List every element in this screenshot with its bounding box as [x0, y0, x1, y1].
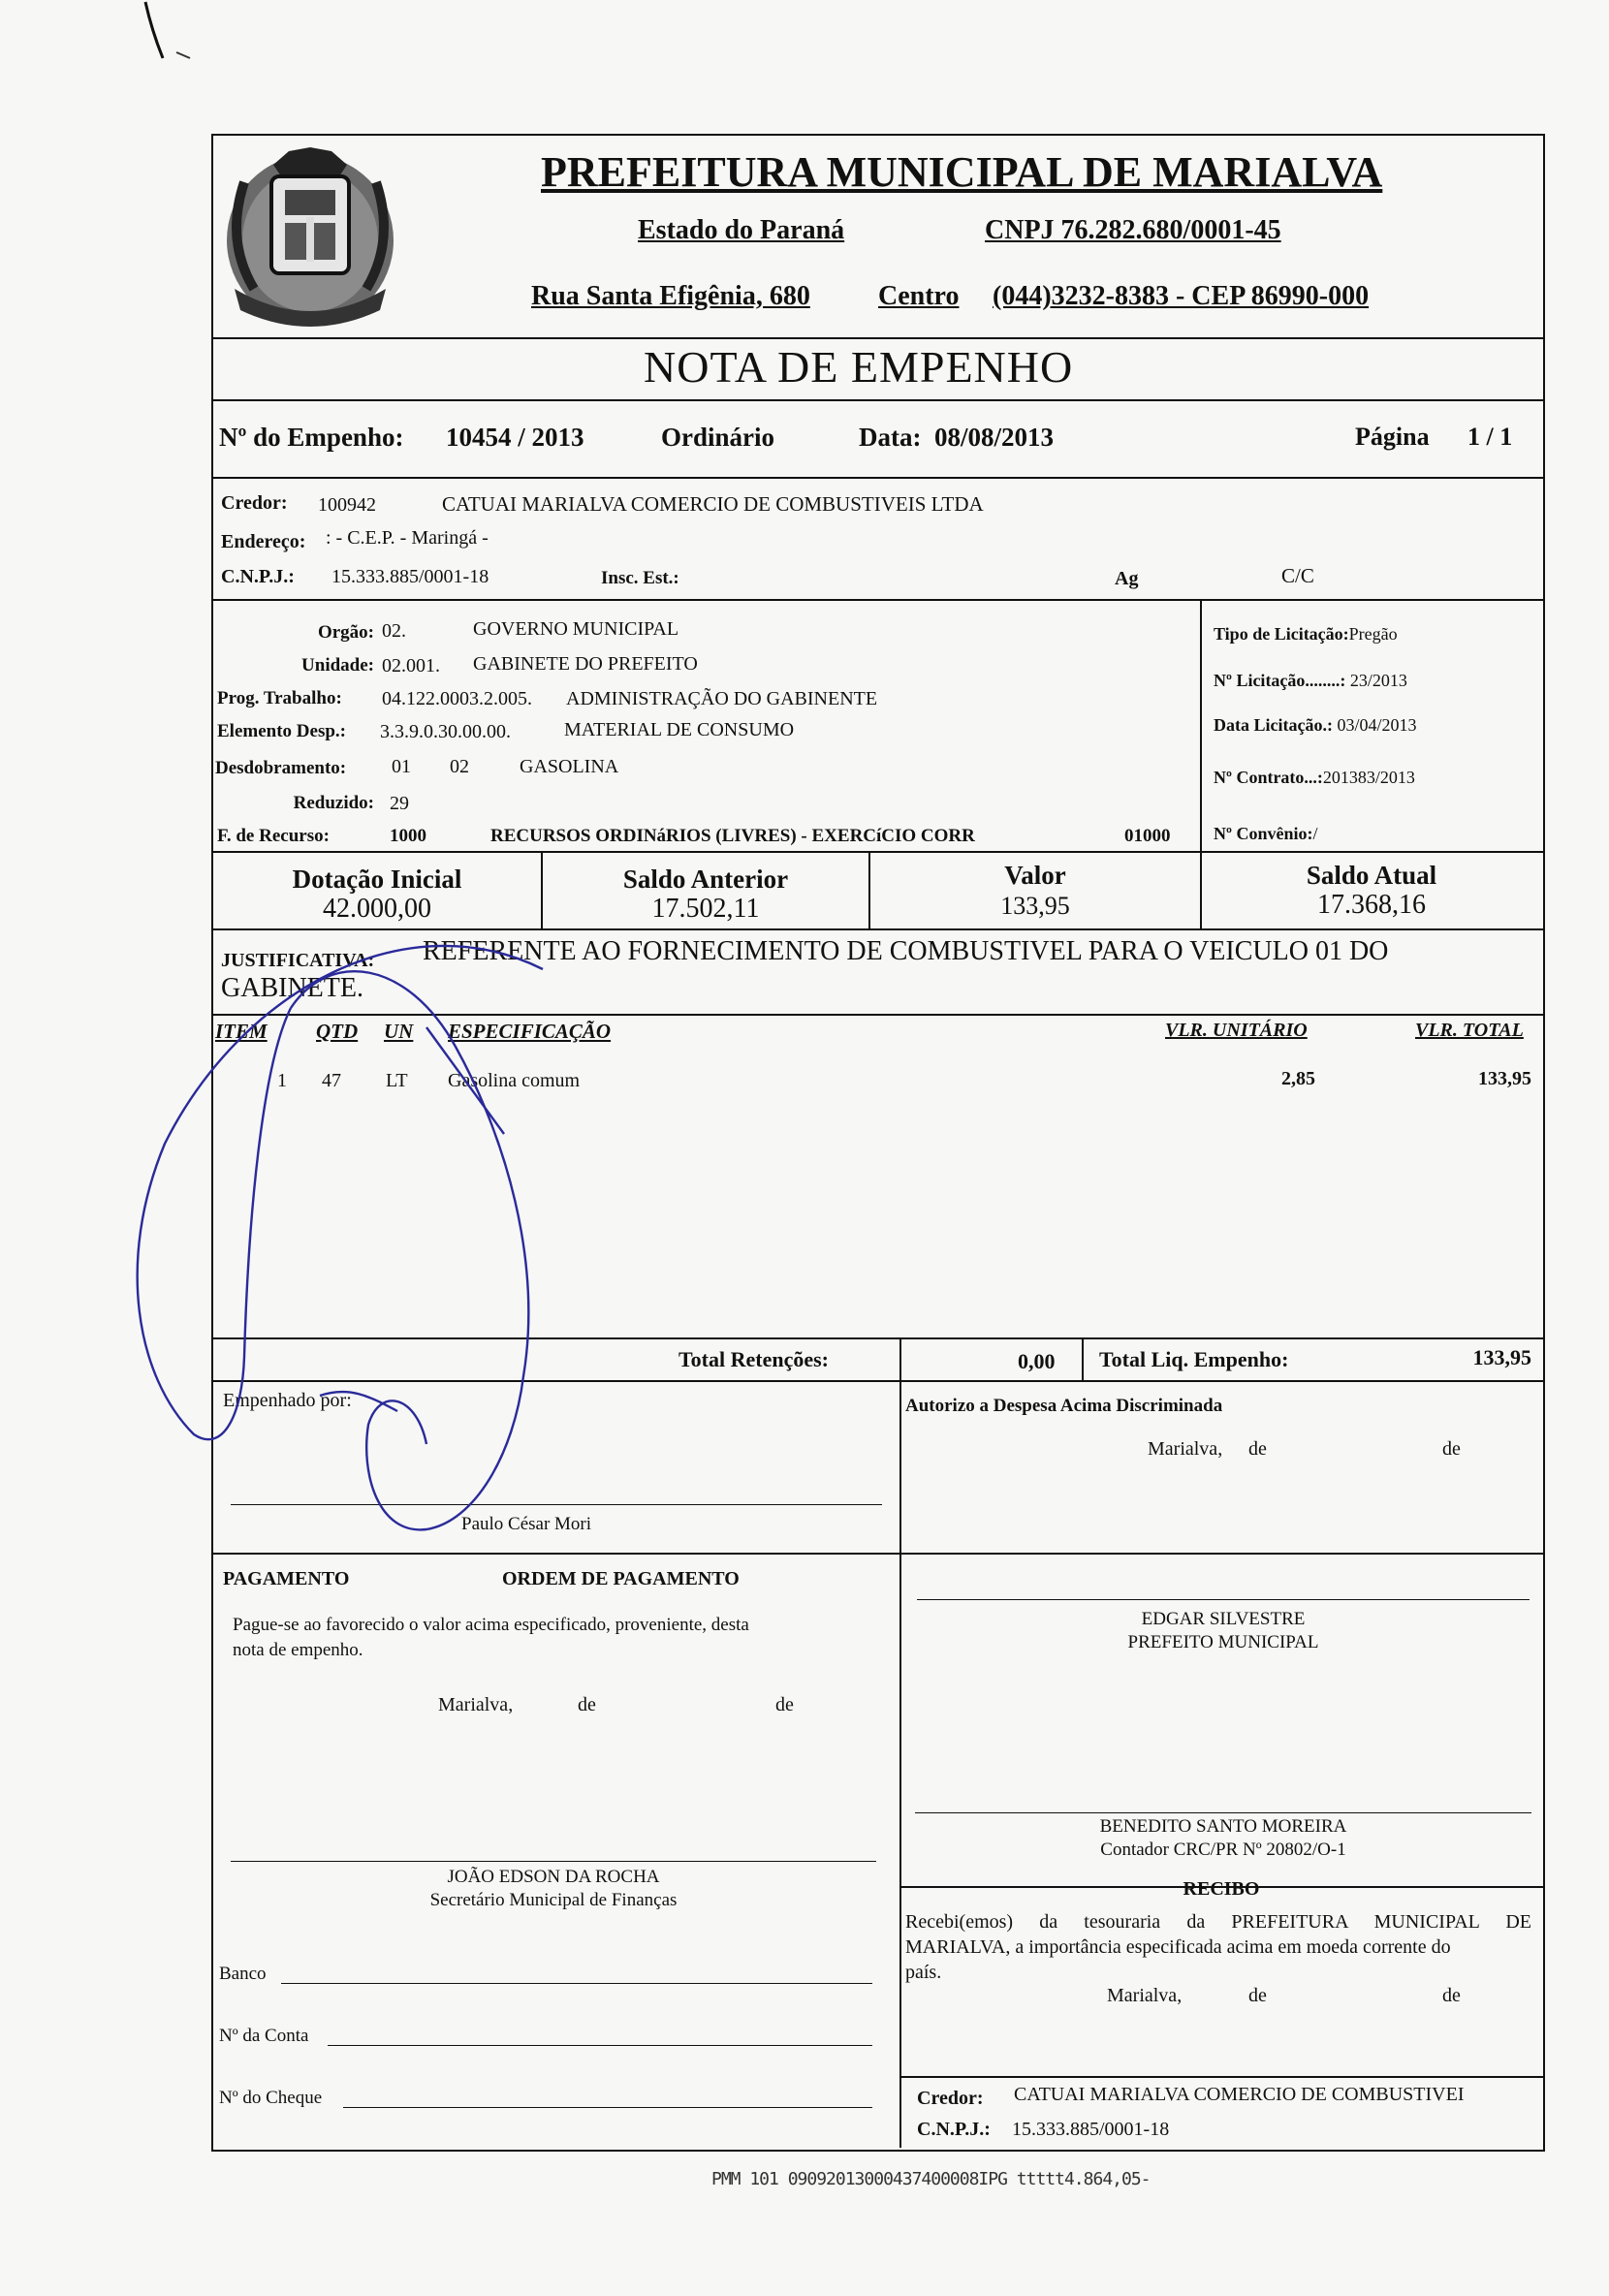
- cnpj-label: C.N.P.J.:: [221, 566, 295, 587]
- empenho-date: 08/08/2013: [934, 423, 1055, 452]
- fonte-label: F. de Recurso:: [217, 826, 330, 846]
- prog-label: Prog. Trabalho:: [217, 688, 342, 708]
- justificativa-label: JUSTIFICATIVA:: [221, 950, 375, 971]
- secretario-name: JOÃO EDSON DA ROCHA: [447, 1867, 660, 1887]
- address: Rua Santa Efigênia, 680: [531, 281, 810, 311]
- conta-field-line: [328, 2045, 872, 2046]
- coat-of-arms-icon: [215, 143, 405, 337]
- empenhado-label: Empenhado por:: [223, 1390, 352, 1411]
- recibo-credor-label: Credor:: [917, 2088, 984, 2109]
- convenio-label: Nº Convênio:: [1214, 824, 1313, 843]
- justificativa-line2: GABINETE.: [221, 973, 363, 1003]
- recibo-line2: MARIALVA, a importância especificada acima em moeda corrente do: [905, 1936, 1451, 1958]
- contador-role: Contador CRC/PR Nº 20802/O-1: [1100, 1840, 1346, 1860]
- page-number: 1 / 1: [1467, 423, 1513, 451]
- reduzido-label: Reduzido:: [293, 793, 374, 813]
- cheque-label: Nº do Cheque: [219, 2088, 323, 2108]
- prog-code: 04.122.0003.2.005.: [382, 688, 532, 709]
- saldo-atual-label: Saldo Atual: [1306, 861, 1437, 890]
- footer-stamp: PMM 101 09092013000437400008IPG ttttt4.864,05-: [711, 2169, 1151, 2189]
- page-title: PREFEITURA MUNICIPAL DE MARIALVA: [541, 148, 1383, 196]
- orgao-label: Orgão:: [317, 622, 374, 643]
- rule-signature-col: [899, 1337, 901, 2148]
- cheque-field-line: [343, 2107, 872, 2108]
- col-item: ITEM: [215, 1020, 268, 1043]
- saldo-atual-value: 17.368,16: [1317, 890, 1426, 920]
- ag-label: Ag: [1115, 568, 1139, 589]
- credor-code: 100942: [318, 494, 376, 516]
- row-total: 133,95: [1478, 1068, 1531, 1089]
- row-item: 1: [277, 1070, 287, 1091]
- autorizo-de-1: de: [1248, 1438, 1267, 1460]
- rule-total-col: [1082, 1337, 1084, 1380]
- num-licitacao: 23/2013: [1349, 671, 1407, 690]
- rule-totals: [211, 1380, 1543, 1382]
- credor-name: CATUAI MARIALVA COMERCIO DE COMBUSTIVEIS LTDA: [442, 492, 984, 516]
- recibo-line3: país.: [905, 1962, 942, 1983]
- rule-empenho: [211, 477, 1543, 479]
- data-licitacao: 03/04/2013: [1337, 715, 1417, 735]
- col-unit: VLR. UNITÁRIO: [1165, 1020, 1308, 1041]
- autorizo-text: Autorizo a Despesa Acima Discriminada: [905, 1396, 1223, 1416]
- fonte-code: 1000: [390, 826, 426, 846]
- credor-cnpj: 15.333.885/0001-18: [331, 566, 489, 587]
- prefeito-name: EDGAR SILVESTRE: [1141, 1609, 1306, 1629]
- empenho-label: Nº do Empenho:: [219, 423, 404, 452]
- desd-a: 01: [392, 756, 411, 777]
- secretario-signature-line: [231, 1861, 876, 1862]
- tipo-licitacao: Pregão: [1348, 624, 1398, 644]
- prefeito-role: PREFEITO MUNICIPAL: [1127, 1632, 1319, 1652]
- reduzido: 29: [390, 793, 409, 814]
- district: Centro: [878, 281, 960, 311]
- conta-label: Nº da Conta: [219, 2026, 309, 2046]
- doc-title: NOTA DE EMPENHO: [644, 342, 1074, 392]
- retencoes-label: Total Retenções:: [678, 1347, 829, 1371]
- rule-credor-recibo: [899, 2076, 1543, 2078]
- contador-signature-line: [915, 1812, 1531, 1813]
- insc-est-label: Insc. Est.:: [601, 568, 679, 588]
- pague-line2: nota de empenho.: [233, 1640, 363, 1660]
- col-qtd: QTD: [316, 1020, 359, 1043]
- cc-label: C/C: [1281, 564, 1314, 587]
- dotacao-value: 42.000,00: [323, 894, 431, 924]
- liquido-label: Total Liq. Empenho:: [1099, 1347, 1289, 1371]
- pagamento-label: PAGAMENTO: [223, 1568, 350, 1589]
- recibo-title: RECIBO: [1183, 1878, 1260, 1900]
- contrato-label: Nº Contrato...:: [1214, 768, 1323, 787]
- recibo-cnpj: 15.333.885/0001-18: [1012, 2119, 1170, 2140]
- col-un: UN: [384, 1020, 414, 1043]
- rule-justificativa: [211, 1014, 1543, 1016]
- recibo-city: Marialva,: [1107, 1985, 1183, 2006]
- data-licitacao-label: Data Licitação.:: [1214, 715, 1333, 735]
- elem: MATERIAL DE CONSUMO: [564, 719, 795, 740]
- page-label: Página: [1355, 423, 1430, 451]
- rule-header: [211, 337, 1543, 339]
- recibo-credor-name: CATUAI MARIALVA COMERCIO DE COMBUSTIVEI: [1014, 2084, 1465, 2105]
- contador-name: BENEDITO SANTO MOREIRA: [1099, 1816, 1347, 1837]
- phone-cep: (044)3232-8383 - CEP 86990-000: [993, 281, 1370, 311]
- rule-empenhado: [211, 1553, 1543, 1555]
- desd-b: 02: [450, 756, 469, 777]
- row-espec: Gasolina comum: [448, 1070, 581, 1091]
- recibo-cnpj-label: C.N.P.J.:: [917, 2119, 991, 2140]
- orgao: GOVERNO MUNICIPAL: [473, 618, 679, 640]
- rule-saldos: [211, 928, 1543, 930]
- convenio: /: [1312, 824, 1318, 843]
- row-qtd: 47: [322, 1070, 341, 1091]
- retencoes-value: 0,00: [1018, 1349, 1056, 1373]
- contrato: 201383/2013: [1322, 768, 1415, 787]
- prefeito-signature-line: [917, 1599, 1530, 1600]
- rule-classificacao: [211, 851, 1543, 853]
- autorizo-city: Marialva,: [1148, 1438, 1223, 1460]
- orgao-code: 02.: [382, 620, 406, 642]
- endereco-label: Endereço:: [221, 531, 306, 552]
- desd-label: Desdobramento:: [215, 758, 347, 778]
- desd: GASOLINA: [520, 756, 619, 777]
- pague-line1: Pague-se ao favorecido o valor acima especificado, proveniente, desta: [233, 1615, 749, 1635]
- col-espec: ESPECIFICAÇÃO: [448, 1020, 612, 1043]
- justificativa-line1: REFERENTE AO FORNECIMENTO DE COMBUSTIVEL PARA O VEICULO 01 DO: [423, 936, 1389, 966]
- ordem-pagamento-label: ORDEM DE PAGAMENTO: [502, 1568, 740, 1589]
- dotacao-label: Dotação Inicial: [292, 865, 462, 894]
- recibo-de-1: de: [1248, 1985, 1267, 2006]
- rule-title: [211, 399, 1543, 401]
- valor-value: 133,95: [1000, 892, 1070, 920]
- valor-label: Valor: [1004, 861, 1066, 890]
- prog: ADMINISTRAÇÃO DO GABINENTE: [566, 688, 878, 709]
- recibo-de-2: de: [1442, 1985, 1461, 2006]
- banco-label: Banco: [219, 1964, 267, 1984]
- rule-items: [211, 1337, 1543, 1339]
- pagamento-de-1: de: [578, 1694, 596, 1715]
- elem-code: 3.3.9.0.30.00.00.: [380, 721, 511, 742]
- credor-label: Credor:: [221, 492, 288, 514]
- empenhado-signature-line: [231, 1504, 882, 1505]
- empenhado-name: Paulo César Mori: [461, 1514, 592, 1534]
- header-cnpj: CNPJ 76.282.680/0001-45: [985, 215, 1281, 245]
- elem-label: Elemento Desp.:: [217, 721, 346, 741]
- tipo-licitacao-label: Tipo de Licitação:: [1214, 624, 1349, 644]
- row-un: LT: [386, 1070, 408, 1091]
- secretario-role: Secretário Municipal de Finanças: [429, 1890, 678, 1910]
- recibo-line1: Recebi(emos) da tesouraria da PREFEITURA MUNICIPAL DE: [905, 1911, 1531, 1933]
- empenho-number: 10454 / 2013: [446, 423, 584, 452]
- date-label: Data:: [859, 423, 922, 452]
- col-total: VLR. TOTAL: [1415, 1020, 1524, 1041]
- autorizo-de-2: de: [1442, 1438, 1461, 1460]
- row-unit: 2,85: [1281, 1068, 1315, 1089]
- rule-credor: [211, 599, 1543, 601]
- banco-field-line: [281, 1983, 872, 1984]
- fonte: RECURSOS ORDINáRIOS (LIVRES) - EXERCíCIO CORR: [490, 826, 975, 846]
- liquido-value: 133,95: [1472, 1345, 1531, 1369]
- fonte-num: 01000: [1124, 826, 1171, 846]
- saldo-anterior-label: Saldo Anterior: [622, 865, 789, 894]
- empenho-type: Ordinário: [661, 423, 775, 452]
- saldo-anterior-value: 17.502,11: [651, 894, 760, 924]
- endereco: : - C.E.P. - Maringá -: [326, 527, 489, 549]
- unidade-label: Unidade:: [301, 655, 374, 676]
- pagamento-city: Marialva,: [438, 1694, 514, 1715]
- unidade: GABINETE DO PREFEITO: [473, 653, 698, 675]
- num-licitacao-label: Nº Licitação........:: [1214, 671, 1346, 690]
- pagamento-de-2: de: [775, 1694, 794, 1715]
- state: Estado do Paraná: [638, 215, 845, 245]
- unidade-code: 02.001.: [382, 655, 440, 676]
